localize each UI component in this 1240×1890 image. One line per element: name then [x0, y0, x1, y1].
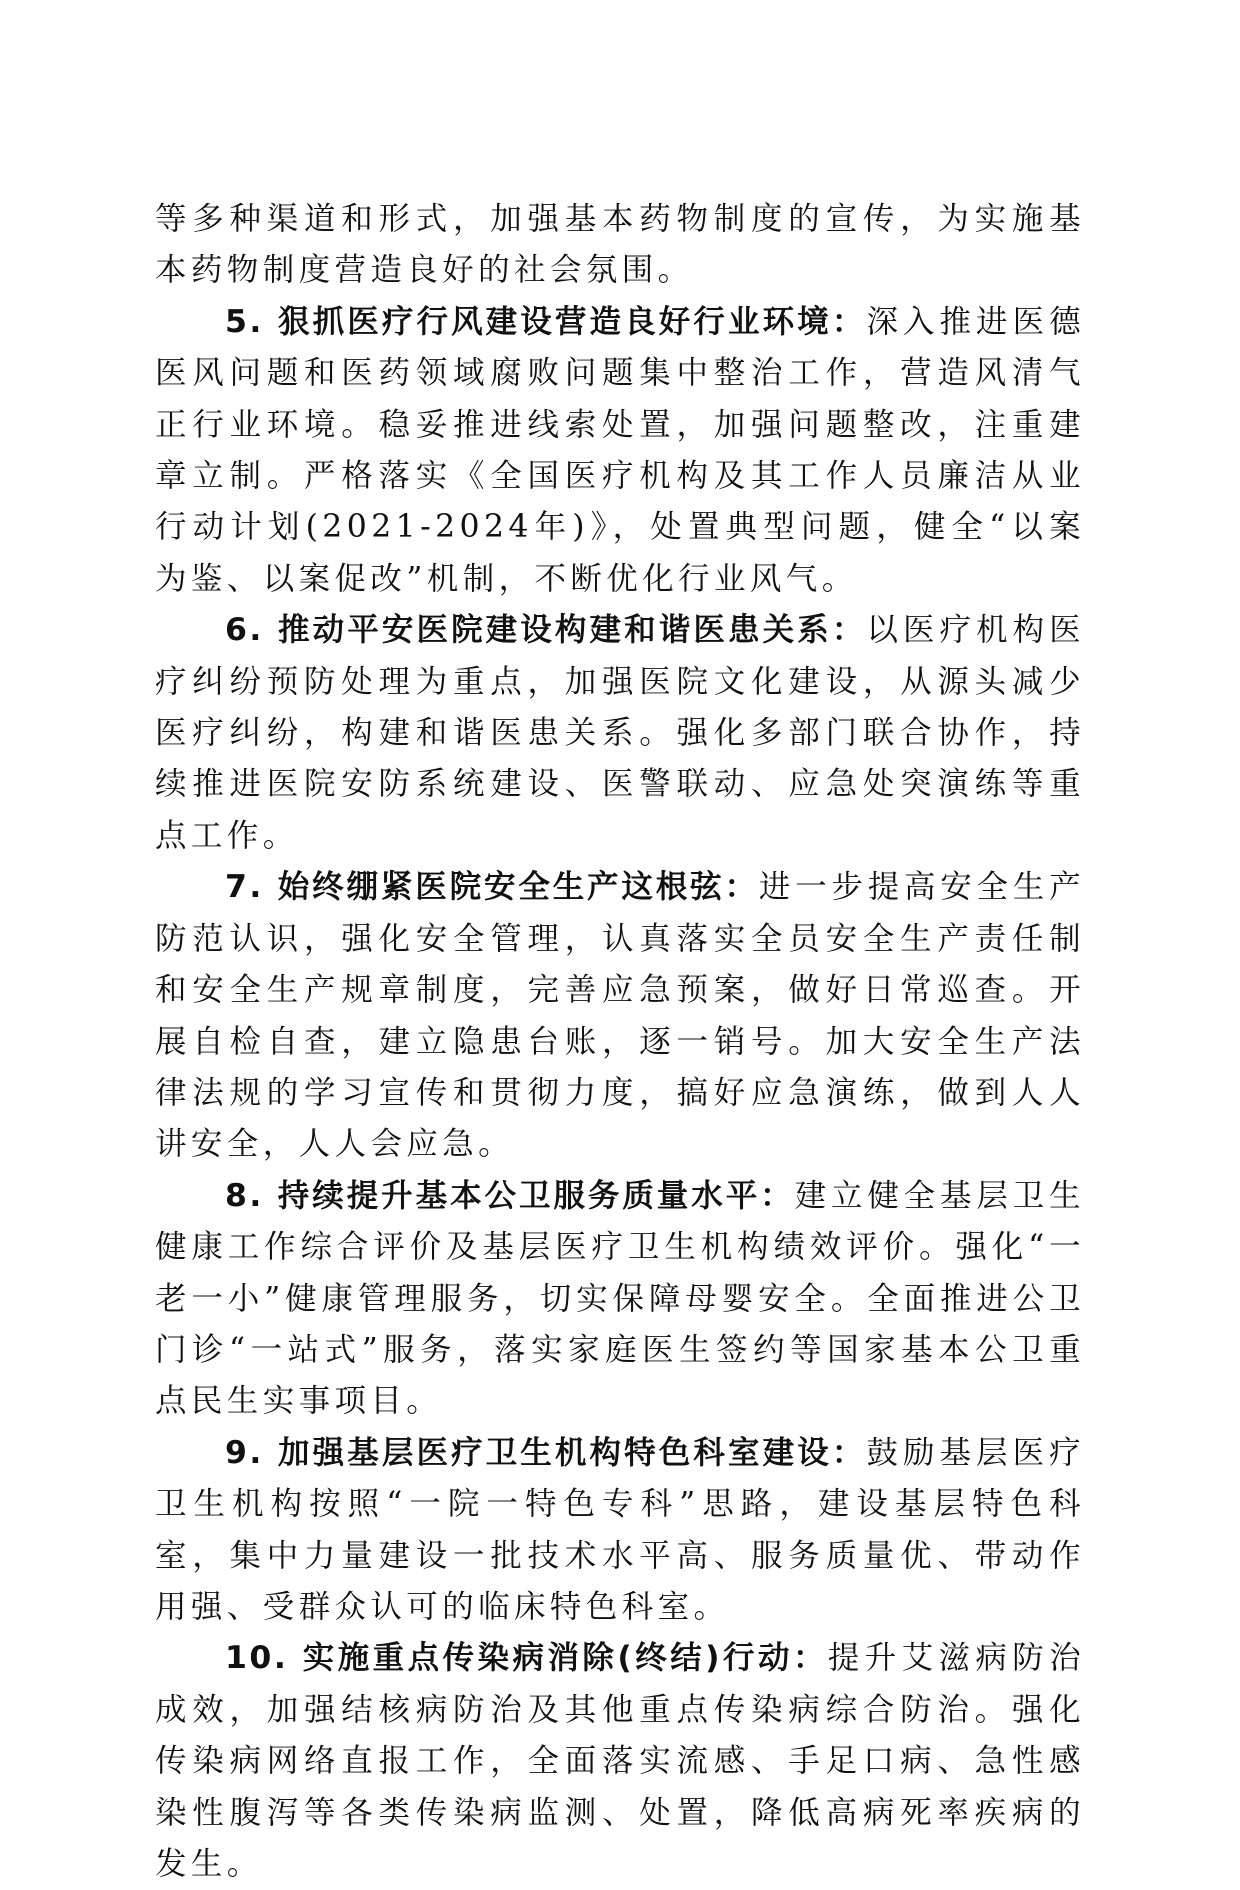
paragraph-body: 鼓励基层医疗卫生机构按照“一院一特色专科”思路，建设基层特色科室，集中力量建设一批技术水平高、服务质量优、带动作用强、受群众认可的临床特色科室。	[155, 1434, 1085, 1625]
paragraph-item-10	[155, 1633, 1085, 1890]
paragraph-body: 等多种渠道和形式，加强基本药物制度的宣传，为实施基本药物制度营造良好的社会氛围。	[155, 201, 1085, 289]
paragraph-heading: 10. 实施重点传染病消除(终结)行动：	[225, 1640, 828, 1677]
paragraph-item-8	[155, 1171, 1085, 1428]
paragraph-body: 建立健全基层卫生健康工作综合评价及基层医疗卫生机构绩效评价。强化“一老一小”健康管理服务，切实保障母婴安全。全面推进公卫门诊“一站式”服务，落实家庭医生签约等国家基本公卫重点民生实事项目。	[155, 1177, 1086, 1420]
paragraph-heading: 9. 加强基层医疗卫生机构特色科室建设：	[225, 1434, 867, 1471]
paragraph-item-6	[155, 605, 1085, 862]
paragraph-body: 以医疗机构医疗纠纷预防处理为重点，加强医院文化建设，从源头减少医疗纠纷，构建和谐医患关系。强化多部门联合协作，持续推进医院安防系统建设、医警联动、应急处突演练等重点工作。	[155, 612, 1085, 854]
paragraph-heading: 5. 狠抓医疗行风建设营造良好行业环境：	[225, 303, 867, 340]
paragraph-body: 提升艾滋病防治成效，加强结核病防治及其他重点传染病综合防治。强化传染病网络直报工作，全面落实流感、手足口病、急性感染性腹泻等各类传染病监测、处置，降低高病死率疾病的发生。	[155, 1640, 1085, 1882]
paragraph-continuation	[155, 194, 1085, 297]
document-body	[155, 194, 1085, 1890]
paragraph-heading: 6. 推动平安医院建设构建和谐医患关系：	[225, 612, 867, 649]
paragraph-item-5	[155, 297, 1085, 605]
paragraph-heading: 8. 持续提升基本公卫服务质量水平：	[225, 1177, 795, 1214]
paragraph-body: 深入推进医德医风问题和医药领域腐败问题集中整治工作，营造风清气正行业环境。稳妥推进线索处置，加强问题整改，注重建章立制。严格落实《全国医疗机构及其工作人员廉洁从业行动计划(2021-2024年)》，处置典型问题，健全“以案为鉴、以案促改”机制，不断优化行业风气。	[155, 303, 1085, 597]
paragraph-heading: 7. 始终绷紧医院安全生产这根弦：	[225, 869, 759, 906]
paragraph-item-9	[155, 1428, 1085, 1634]
paragraph-item-7	[155, 862, 1085, 1170]
paragraph-body: 进一步提高安全生产防范认识，强化安全管理，认真落实全员安全生产责任制和安全生产规章制度，完善应急预案，做好日常巡查。开展自检自查，建立隐患台账，逐一销号。加大安全生产法律法规的学习宣传和贯彻力度，搞好应急演练，做到人人讲安全，人人会应急。	[155, 869, 1085, 1163]
